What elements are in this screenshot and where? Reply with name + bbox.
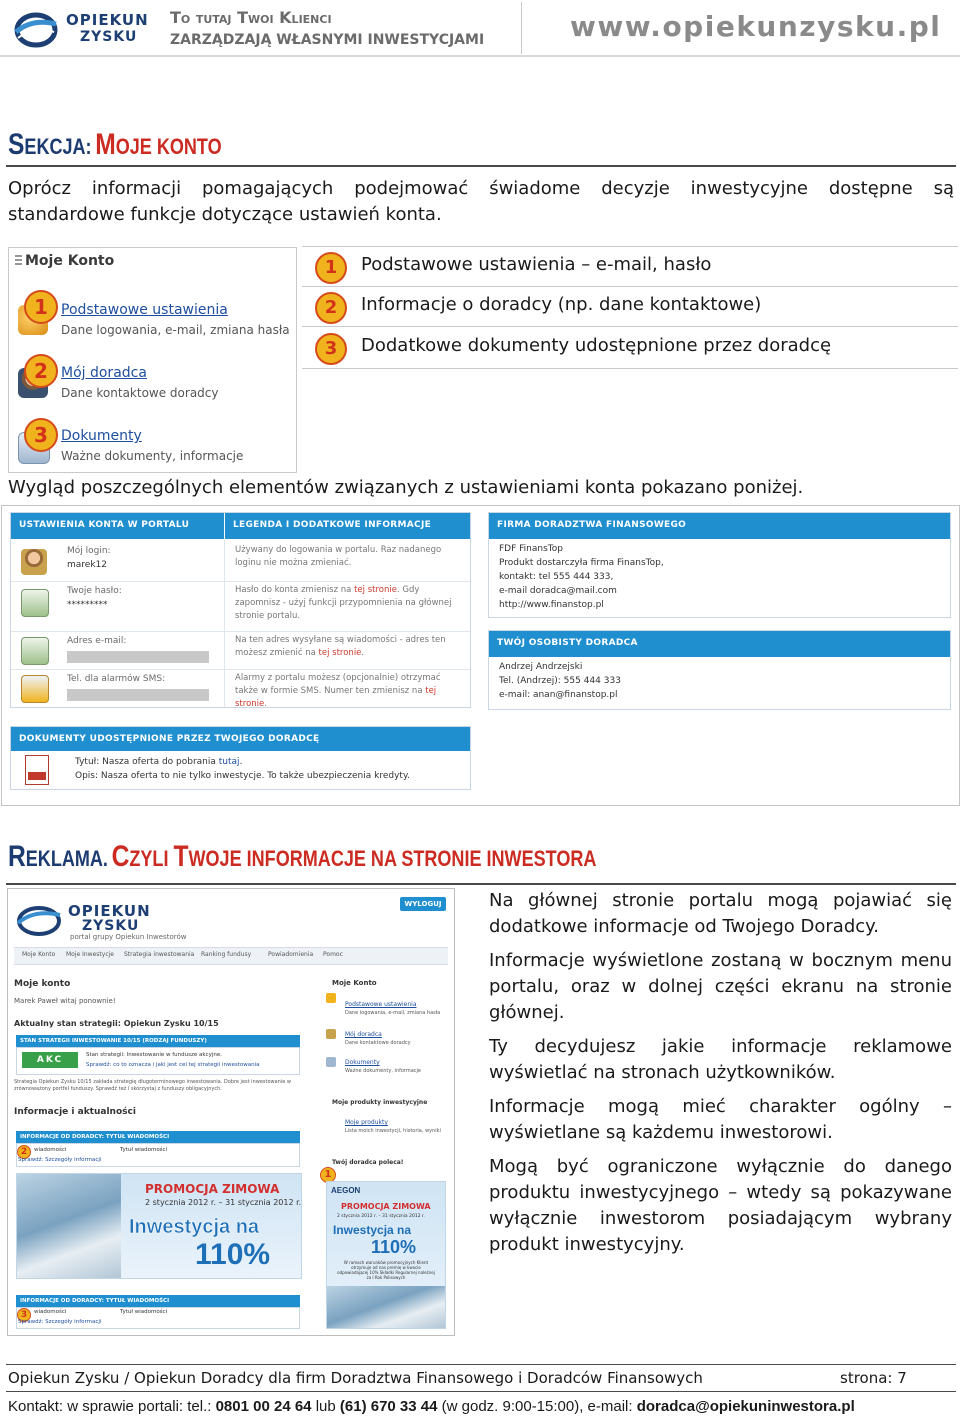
section-rule <box>6 883 956 885</box>
mini-nav-item[interactable]: Strategia inwestowania <box>124 951 195 958</box>
footer-rule <box>6 1391 956 1392</box>
documents-panel <box>10 726 471 790</box>
mini-strategy-head: STAN STRATEGII INWESTOWANIE 10/15 (RODZAJ FUNDUSZY) <box>16 1035 300 1047</box>
number-badge-3: 3 <box>24 418 58 452</box>
mini-nav-item[interactable]: Pomoc <box>323 951 343 958</box>
section-title-reklama: REKLAMA. CZYLI TWOJE INFORMACJE NA STRONIE INWESTORA <box>8 840 597 873</box>
mini-info-c2[interactable]: Sprawdź: Szczegóły informacji <box>18 1157 102 1163</box>
mini-welcome: Marek Paweł witaj ponownie! <box>14 997 116 1005</box>
mini-info-c1: wiadomości <box>34 1147 67 1153</box>
mini-akc-badge: AKC <box>22 1052 78 1068</box>
firm-line: kontakt: tel 555 444 333, <box>499 572 614 582</box>
sms-phone-icon <box>21 675 49 703</box>
logo-swoosh-icon <box>16 903 62 937</box>
mini-bottom-head: INFORMACJE OD DORADCY: TYTUŁ WIADOMOŚCI <box>16 1295 300 1307</box>
mini-moje-konto: Moje konto <box>14 979 71 989</box>
row-divider <box>11 631 470 632</box>
documents-panel-head: DOKUMENTY UDOSTĘPNIONE PRZEZ TWOJEGO DORADCĘ <box>11 727 470 751</box>
reklama-description <box>489 888 952 1266</box>
advisor-line: Andrzej Andrzejski <box>499 662 583 672</box>
row-value-login: marek12 <box>67 560 107 570</box>
firm-line: FDF FinansTop <box>499 544 563 554</box>
footer-contact: Kontakt: w sprawie portali: tel.: 0801 00 24 64 lub (61) 670 33 44 (w godz. 9:00-15:00), e-mail: doradca@opiekuninwestora.pl <box>8 1398 855 1415</box>
legend-rule <box>302 368 958 369</box>
email-field-redacted <box>67 651 209 663</box>
mini-badge-2: 2 <box>17 1145 31 1159</box>
aegon-logo: AEGON <box>331 1186 361 1195</box>
reklama-paragraph: Mogą być ograniczone wyłącznie do danego produktu inwestycyjnego – wtedy są pokazywane wyłącznie inwestorom posiadającym wybrany produkt inwestycyjny. <box>489 1156 952 1255</box>
mini-promo-title: PROMOCJA ZIMOWA <box>341 1202 431 1211</box>
intro-line-2: standardowe funkcje dotyczące ustawień konta. <box>8 204 442 225</box>
pdf-file-icon <box>25 755 49 785</box>
settings-panel-head: USTAWIENIA KONTA W PORTALU <box>11 513 224 539</box>
mini-side-link[interactable]: Mój doradca <box>345 1031 382 1038</box>
mini-info-head: INFORMACJE OD DORADCY: TYTUŁ WIADOMOŚCI <box>16 1131 300 1143</box>
intro-line-1: Oprócz informacji pomagających podejmować świadome decyzje inwestycyjne dostępne są <box>8 178 954 199</box>
reklama-paragraph: Ty decydujesz jakie informacje reklamowe wyświetlać na stronach użytkowników. <box>489 1036 952 1083</box>
row-label-login: Mój login: <box>67 546 111 556</box>
phone-2[interactable]: (61) 670 33 44 <box>339 1398 438 1415</box>
header-url[interactable]: www.opiekunzysku.pl <box>570 10 942 43</box>
mini-side-sub: Dane logowania, e-mail, zmiana hasła <box>345 1010 441 1016</box>
mini-logo-sub: portal grupy Opiekun Inwestorów <box>70 933 187 941</box>
promo-title: PROMOCJA ZIMOWA <box>145 1182 280 1196</box>
promo-dates: 2 stycznia 2012 r. – 31 stycznia 2012 r. <box>145 1198 302 1207</box>
mini-advisor-icon <box>326 1029 336 1039</box>
mini-info-c3: Tytuł wiadomości <box>120 1147 168 1153</box>
header-tagline-line1: To tutaj Twoi Klienci <box>170 8 332 27</box>
sms-field-redacted <box>67 689 209 701</box>
page-header <box>0 0 960 58</box>
logo-text-opiekun: OPIEKUN <box>66 11 149 29</box>
link-tej-stronie[interactable]: tej stronie <box>235 686 437 709</box>
row-label-password: Twoje hasło: <box>67 586 122 596</box>
mini-nav-item[interactable]: Ranking fundusy <box>201 951 252 958</box>
legend-text-2: Informacje o doradcy (np. dane kontaktowe) <box>361 294 762 315</box>
mini-side-link[interactable]: Dokumenty <box>345 1059 380 1066</box>
row-desc-password: Hasło do konta zmienisz na tej stronie. Gdy zapomnisz - użyj funkcji przypomnienia na głównej stronie portalu. <box>235 585 452 621</box>
mini-nav-item[interactable]: Moje Inwestycje <box>66 951 114 958</box>
mini-info-title: Informacje i aktualności <box>14 1107 136 1117</box>
column-divider <box>224 539 225 707</box>
mini-side-link[interactable]: Podstawowe ustawienia <box>345 1001 417 1008</box>
header-tagline-line2: ZARZĄDZAJĄ WŁASNYMI INWESTYCJAMI <box>170 32 485 48</box>
mini-side-prod-link[interactable]: Moje produkty <box>345 1119 388 1126</box>
mini-promo-percent: 110% <box>371 1237 417 1257</box>
advisor-panel-head: TWÓJ OSOBISTY DORADCA <box>489 631 950 657</box>
link-sub-dokumenty: Ważne dokumenty, informacje <box>61 449 244 463</box>
opiekun-zysku-logo <box>14 8 154 50</box>
section-title-moje-konto: SEKCJA: MOJE KONTO <box>8 128 222 161</box>
reklama-paragraph: Informacje mogą mieć charakter ogólny – wyświetlane są każdemu inwestorowi. <box>489 1096 952 1143</box>
number-badge-1: 1 <box>24 290 58 324</box>
firm-line: http://www.finanstop.pl <box>499 600 604 610</box>
mini-promo-headline: Inwestycja na <box>333 1223 412 1237</box>
legend-text-3: Dodatkowe dokumenty udostępnione przez doradcę <box>361 335 832 356</box>
mini-skier-photo <box>327 1286 445 1328</box>
row-divider <box>11 581 470 582</box>
mini-strategy: Aktualny stan strategii: Opiekun Zysku 10/15 <box>14 1019 219 1028</box>
doc-title: Tytuł: Nasza oferta do pobrania tutaj. <box>75 757 243 767</box>
row-divider <box>11 669 470 670</box>
intro-paragraph <box>8 176 954 228</box>
legend-rule <box>302 326 958 327</box>
phone-1[interactable]: 0801 00 24 64 <box>215 1398 312 1415</box>
legend-rule <box>302 246 958 247</box>
mini-docs-icon <box>326 1057 336 1067</box>
mini-side-products: Moje produkty inwestycyjne <box>332 1099 428 1106</box>
mini-logo-2: ZYSKU <box>82 918 140 934</box>
reklama-paragraph: Informacje wyświetlone zostaną w bocznym menu portalu, oraz w dolnej części ekranu na stronie głównej. <box>489 950 952 1023</box>
logout-button[interactable]: WYLOGUJ <box>400 897 446 911</box>
mini-badge-3: 3 <box>17 1308 31 1322</box>
legend-badge-1: 1 <box>315 252 347 284</box>
advisor-panel <box>488 630 951 710</box>
section-rule <box>6 165 956 167</box>
header-divider <box>521 2 522 54</box>
grip-icon <box>15 255 22 267</box>
firm-line: Produkt dostarczyła firma FinansTop, <box>499 558 664 568</box>
link-tutaj[interactable]: tutaj <box>218 757 240 767</box>
mini-bottom-c1: wiadomości <box>34 1309 67 1315</box>
skier-photo <box>17 1174 121 1278</box>
footer-text: Opiekun Zysku / Opiekun Doradcy dla firm Doradztwa Finansowego i Doradców Finansowych <box>8 1369 703 1387</box>
legend-rule <box>302 286 958 287</box>
legend-text-1: Podstawowe ustawienia – e-mail, hasło <box>361 254 712 275</box>
link-sub-podstawowe: Dane logowania, e-mail, zmiana hasła <box>61 323 290 337</box>
logo-text-zysku: ZYSKU <box>80 29 138 45</box>
mini-nav-item[interactable]: Moje Konto <box>22 951 56 958</box>
mini-nav-item[interactable]: Powiadomienia <box>268 951 314 958</box>
promo-percent: 110% <box>195 1238 271 1271</box>
advisor-line: Tel. (Andrzej): 555 444 333 <box>499 676 621 686</box>
settings-panel <box>10 512 471 708</box>
email-at-icon <box>21 637 49 665</box>
password-at-icon <box>21 589 49 617</box>
doc-description: Opis: Nasza oferta to nie tylko inwestycje. To także ubezpieczenia kredyty. <box>75 771 410 781</box>
link-tej-stronie[interactable]: tej stronie <box>354 585 397 595</box>
mini-promo-note: W ramach warunków promocyjnych Klient otrzymuje od nas premię w kwocie odpowiadającej 10% Składki Regularnej należnej za I Rok Polisowych <box>337 1260 435 1280</box>
header-rule <box>0 55 960 57</box>
link-podstawowe-ustawienia[interactable]: Podstawowe ustawienia <box>61 302 228 318</box>
mini-side-prod-sub: Lista moich inwestycji, historia, wyniki <box>345 1128 441 1134</box>
row-value-password: ********* <box>67 600 108 610</box>
mini-bottom-c3: Tytuł wiadomości <box>120 1309 168 1315</box>
mini-side-title: Moje Konto <box>332 979 377 987</box>
legend-badge-3: 3 <box>315 333 347 365</box>
link-sub-doradca: Dane kontaktowe doradcy <box>61 386 219 400</box>
firm-panel-head: FIRMA DORADZTWA FINANSOWEGO <box>489 513 950 539</box>
row-desc-login: Używany do logowania w portalu. Raz nadanego loginu nie można zmieniać. <box>235 545 442 568</box>
row-desc-sms: Alarmy z portalu możesz (opcjonalnie) otrzymać także w formie SMS. Numer ten zmienisz na tej stronie. <box>235 673 441 709</box>
promo-headline: Inwestycja na <box>129 1216 260 1238</box>
mini-side-advisor: Twój doradca poleca! <box>332 1159 404 1166</box>
mini-side-sub: Dane kontaktowe doradcy <box>345 1040 411 1046</box>
row-desc-email: Na ten adres wysyłane są wiadomości - adres ten możesz zmienić na tej stronie. <box>235 635 446 658</box>
promo-banner-large[interactable] <box>16 1173 302 1279</box>
legend-badge-2: 2 <box>315 292 347 324</box>
link-tej-stronie[interactable]: tej stronie <box>318 648 362 658</box>
mini-bottom-c2[interactable]: Sprawdź: Szczegóły informacji <box>18 1319 102 1325</box>
promo-banner-small[interactable] <box>326 1181 446 1329</box>
number-badge-2: 2 <box>24 354 58 388</box>
mini-side-sub: Ważne dokumenty, informacje <box>345 1068 421 1074</box>
advisor-line: e-mail: anan@finanstop.pl <box>499 690 618 700</box>
footer-rule <box>6 1364 956 1365</box>
user-avatar-icon <box>21 549 47 575</box>
mini-strat-line1: Stan strategii: Inwestowanie w fundusze akcyjne. <box>86 1052 222 1058</box>
firm-panel <box>488 512 951 618</box>
link-dokumenty[interactable]: Dokumenty <box>61 428 142 444</box>
mini-strat-line2[interactable]: Sprawdź: co to oznacza i jaki jest cel tej strategii inwestowania <box>86 1062 260 1068</box>
mini-logo-1: OPIEKUN <box>68 902 151 920</box>
mini-strat-para: Strategia Opiekun Zysku 10/15 zakłada strategię długoterminowego inwestowania. Dobre jest inwestowanie w zrównoważony portfel funduszy. Sprawdź też i skorzystaj z funduszy obligacyjnych. <box>14 1079 291 1092</box>
mini-settings-icon <box>326 993 336 1003</box>
logo-swoosh-icon <box>14 10 58 48</box>
legend-panel-head: LEGENDA I DODATKOWE INFORMACJE <box>225 513 470 539</box>
moje-konto-title: Moje Konto <box>25 253 115 269</box>
link-moj-doradca[interactable]: Mój doradca <box>61 365 147 381</box>
mini-badge-1: 1 <box>320 1167 336 1183</box>
row-label-sms: Tel. dla alarmów SMS: <box>67 674 166 684</box>
reklama-paragraph: Na głównej stronie portalu mogą pojawiać się dodatkowe informacje od Twojego Doradcy. <box>489 890 952 937</box>
row-label-email: Adres e-mail: <box>67 636 127 646</box>
contact-email[interactable]: doradca@opiekuninwestora.pl <box>636 1398 855 1415</box>
mini-promo-dates: 2 stycznia 2012 r. – 31 stycznia 2012 r. <box>337 1214 425 1219</box>
account-settings-screenshot <box>1 505 960 806</box>
investor-page-screenshot <box>7 888 455 1336</box>
page-number: strona: 7 <box>840 1369 907 1387</box>
elements-description: Wygląd poszczególnych elementów związanych z ustawieniami konta pokazano poniżej. <box>8 477 804 498</box>
firm-line: e-mail doradca@mail.com <box>499 586 617 596</box>
